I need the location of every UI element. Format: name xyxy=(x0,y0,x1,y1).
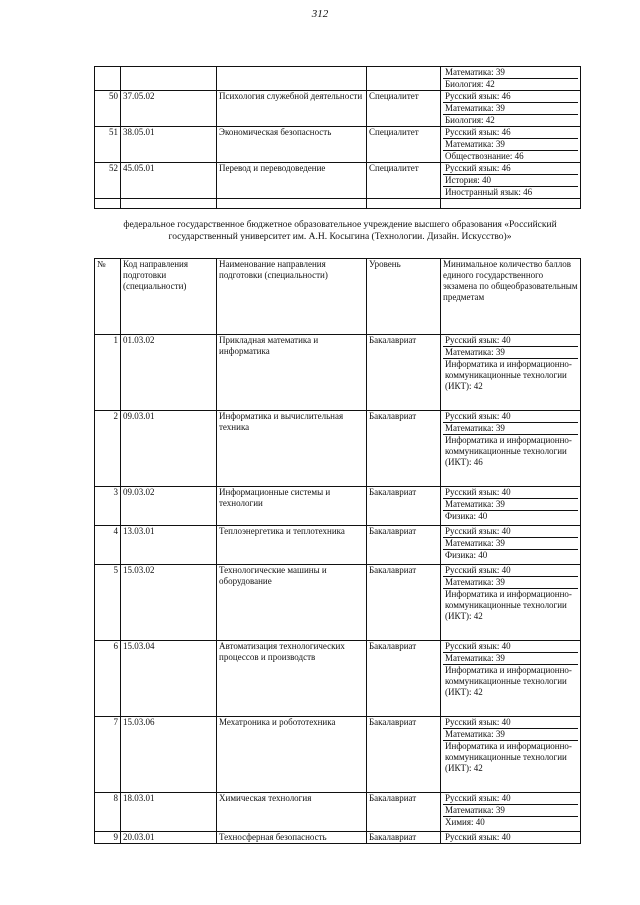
education-level: Бакалавриат xyxy=(367,565,441,641)
education-level: Специалитет xyxy=(367,127,441,163)
direction-name: Информатика и вычислительная техника xyxy=(217,411,367,487)
subject-score: Русский язык: 46 xyxy=(443,163,578,175)
education-level: Бакалавриат xyxy=(367,487,441,526)
header-subjects: Минимальное количество баллов единого государственного экзамена по общеобразовательным предметам xyxy=(441,259,581,335)
subject-score: Математика: 39 xyxy=(443,729,578,741)
subject-score: Иностранный язык: 46 xyxy=(445,187,533,197)
carry-over-row xyxy=(95,67,581,91)
row-number: 1 xyxy=(95,335,121,411)
education-level: Бакалавриат xyxy=(367,335,441,411)
education-level: Бакалавриат xyxy=(367,793,441,832)
header-num: № xyxy=(95,259,121,335)
table-row xyxy=(95,793,581,832)
header-code: Код направления подготовки (специальности) xyxy=(121,259,217,335)
direction-code: 37.05.02 xyxy=(121,91,217,127)
direction-name: Химическая технология xyxy=(217,793,367,832)
subject-score: Математика: 39 xyxy=(443,538,578,550)
carry-code xyxy=(121,67,217,91)
direction-code: 18.03.01 xyxy=(121,793,217,832)
education-level: Бакалавриат xyxy=(367,411,441,487)
subject-score: Информатика и информационно-коммуникационные технологии (ИКТ): 42 xyxy=(445,589,572,621)
subject-score: Русский язык: 40 xyxy=(443,793,578,805)
subjects-cell xyxy=(441,565,581,641)
table-row xyxy=(95,335,581,411)
row-number: 2 xyxy=(95,411,121,487)
table-row xyxy=(95,832,581,844)
subject-score: Русский язык: 40 xyxy=(443,526,578,538)
spacer-cell xyxy=(121,199,217,209)
subject-score: Русский язык: 40 xyxy=(443,487,578,499)
top-table-body xyxy=(95,67,581,209)
direction-code: 20.03.01 xyxy=(121,832,217,844)
direction-name: Теплоэнергетика и теплотехника xyxy=(217,526,367,565)
subject-score: Информатика и информационно-коммуникационные технологии (ИКТ): 42 xyxy=(445,359,572,391)
subjects-cell xyxy=(441,335,581,411)
subject-score: Биология: 42 xyxy=(445,79,495,89)
top-table xyxy=(94,66,581,209)
subjects-cell xyxy=(441,717,581,793)
direction-code: 13.03.01 xyxy=(121,526,217,565)
subject-score: Информатика и информационно-коммуникационные технологии (ИКТ): 42 xyxy=(445,741,572,773)
subject-score: Физика: 40 xyxy=(445,511,488,521)
subject-score: Русский язык: 40 xyxy=(443,565,578,577)
subject-score: Информатика и информационно-коммуникационные технологии (ИКТ): 42 xyxy=(445,665,572,697)
table-row xyxy=(95,641,581,717)
row-number: 6 xyxy=(95,641,121,717)
direction-name: Психология служебной деятельности xyxy=(217,91,367,127)
main-table-body xyxy=(95,335,581,844)
subject-score: Математика: 39 xyxy=(443,423,578,435)
direction-code: 15.03.04 xyxy=(121,641,217,717)
main-table xyxy=(94,258,581,844)
subject-score: Математика: 39 xyxy=(443,67,578,79)
carry-name xyxy=(217,67,367,91)
table-row xyxy=(95,487,581,526)
direction-name: Прикладная математика и информатика xyxy=(217,335,367,411)
subject-score: Биология: 42 xyxy=(445,115,495,125)
row-number: 50 xyxy=(95,91,121,127)
subjects-cell xyxy=(441,487,581,526)
row-number: 4 xyxy=(95,526,121,565)
table-row xyxy=(95,127,581,163)
spacer-cell xyxy=(95,199,121,209)
direction-name: Техносферная безопасность xyxy=(217,832,367,844)
table-row xyxy=(95,91,581,127)
education-level: Специалитет xyxy=(367,163,441,199)
direction-code: 15.03.06 xyxy=(121,717,217,793)
direction-code: 15.03.02 xyxy=(121,565,217,641)
subject-score: Физика: 40 xyxy=(445,550,488,560)
subject-score: История: 40 xyxy=(443,175,578,187)
header-name: Наименование направления подготовки (специальности) xyxy=(217,259,367,335)
page-number: 312 xyxy=(311,8,329,20)
row-number: 7 xyxy=(95,717,121,793)
education-level: Бакалавриат xyxy=(367,832,441,844)
subjects-cell xyxy=(441,163,581,199)
subject-score: Математика: 39 xyxy=(443,347,578,359)
subject-score: Русский язык: 46 xyxy=(443,91,578,103)
subject-score: Обществознание: 46 xyxy=(445,151,524,161)
direction-code: 45.05.01 xyxy=(121,163,217,199)
carry-level xyxy=(367,67,441,91)
subject-score: Математика: 39 xyxy=(443,805,578,817)
direction-name: Автоматизация технологических процессов и производств xyxy=(217,641,367,717)
subject-score: Математика: 39 xyxy=(443,577,578,589)
spacer-cell xyxy=(441,199,581,209)
education-level: Специалитет xyxy=(367,91,441,127)
subject-score: Математика: 39 xyxy=(443,653,578,665)
direction-name: Информационные системы и технологии xyxy=(217,487,367,526)
education-level: Бакалавриат xyxy=(367,717,441,793)
subject-score: Информатика и информационно-коммуникационные технологии (ИКТ): 46 xyxy=(445,435,572,467)
subjects-cell xyxy=(441,91,581,127)
subjects-cell xyxy=(441,67,581,91)
spacer-cell xyxy=(217,199,367,209)
subject-score: Математика: 39 xyxy=(443,139,578,151)
row-number: 5 xyxy=(95,565,121,641)
subjects-cell xyxy=(441,127,581,163)
table-row xyxy=(95,526,581,565)
direction-name: Перевод и переводоведение xyxy=(217,163,367,199)
direction-name: Технологические машины и оборудование xyxy=(217,565,367,641)
subject-score: Русский язык: 40 xyxy=(443,411,578,423)
spacer-row xyxy=(95,199,581,209)
subject-score: Русский язык: 40 xyxy=(443,641,578,653)
carry-num xyxy=(95,67,121,91)
subject-score: Математика: 39 xyxy=(443,499,578,511)
direction-code: 09.03.02 xyxy=(121,487,217,526)
education-level: Бакалавриат xyxy=(367,526,441,565)
row-number: 52 xyxy=(95,163,121,199)
table-row xyxy=(95,565,581,641)
direction-code: 09.03.01 xyxy=(121,411,217,487)
subjects-cell xyxy=(441,526,581,565)
direction-name: Экономическая безопасность xyxy=(217,127,367,163)
row-number: 3 xyxy=(95,487,121,526)
row-number: 8 xyxy=(95,793,121,832)
subjects-cell xyxy=(441,832,581,844)
subject-score: Русский язык: 40 xyxy=(443,717,578,729)
row-number: 9 xyxy=(95,832,121,844)
header-level: Уровень xyxy=(367,259,441,335)
subjects-cell xyxy=(441,793,581,832)
subject-score: Русский язык: 40 xyxy=(445,832,511,842)
subject-score: Русский язык: 40 xyxy=(443,335,578,347)
direction-code: 01.03.02 xyxy=(121,335,217,411)
education-level: Бакалавриат xyxy=(367,641,441,717)
subjects-cell xyxy=(441,641,581,717)
subjects-cell xyxy=(441,411,581,487)
spacer-cell xyxy=(367,199,441,209)
table-row xyxy=(95,163,581,199)
direction-name: Мехатроника и робототехника xyxy=(217,717,367,793)
organization-caption: федеральное государственное бюджетное образовательное учреждение высшего образования «Российский государственный университет им. А.Н. Косыгина (Технологии. Дизайн. Искусство)» xyxy=(123,220,557,242)
subject-score: Математика: 39 xyxy=(443,103,578,115)
table-row xyxy=(95,411,581,487)
direction-code: 38.05.01 xyxy=(121,127,217,163)
table-row xyxy=(95,717,581,793)
main-table-header-row xyxy=(95,259,581,335)
subject-score: Химия: 40 xyxy=(445,817,485,827)
row-number: 51 xyxy=(95,127,121,163)
subject-score: Русский язык: 46 xyxy=(443,127,578,139)
